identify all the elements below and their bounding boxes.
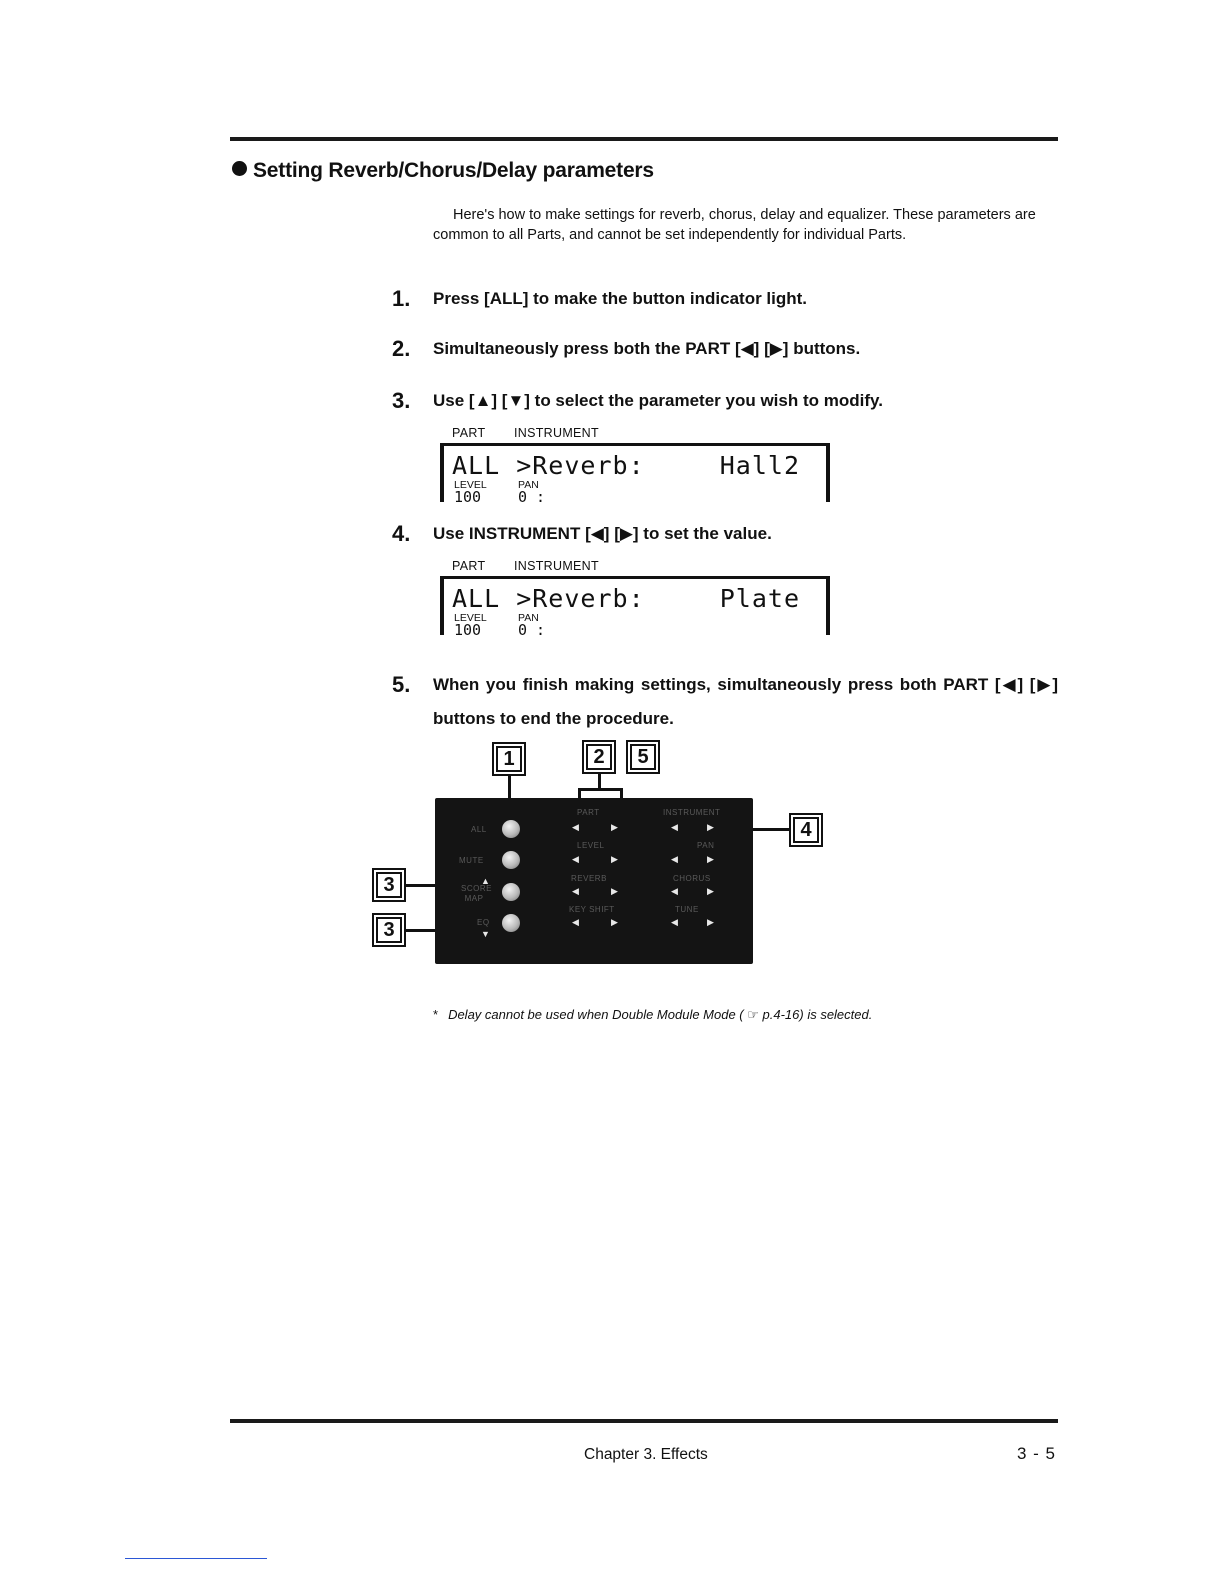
footer-chapter: Chapter 3. Effects bbox=[584, 1446, 708, 1463]
section-title bbox=[232, 159, 654, 183]
pan-right-button[interactable]: ▶ bbox=[707, 854, 714, 864]
instrument-label: INSTRUMENT bbox=[514, 559, 599, 573]
footnote bbox=[433, 1007, 872, 1023]
callout-line bbox=[753, 828, 789, 831]
chorus-right-button[interactable]: ▶ bbox=[707, 886, 714, 896]
callout-1: 1 bbox=[492, 742, 526, 776]
lcd-header bbox=[452, 426, 599, 440]
eq-button[interactable] bbox=[502, 914, 520, 932]
part-left-button[interactable]: ◀ bbox=[572, 822, 579, 832]
footnote-marker: * bbox=[433, 1007, 439, 1022]
reverb-header: REVERB bbox=[571, 874, 607, 883]
step-number: 5. bbox=[392, 672, 411, 697]
top-rule bbox=[230, 137, 1058, 141]
step-text: Press [ALL] to make the button indicator light. bbox=[433, 289, 808, 308]
bottom-rule bbox=[230, 1419, 1058, 1423]
part-header: PART bbox=[577, 808, 600, 817]
step-text: When you finish making settings, simultaneously press both PART [◀] [▶] buttons to end the procedure. bbox=[433, 675, 1058, 728]
instrument-right-button[interactable]: ▶ bbox=[707, 822, 714, 832]
step-text: Use INSTRUMENT [◀] [▶] to set the value. bbox=[433, 524, 772, 543]
lcd-value: Plate bbox=[719, 584, 800, 613]
step-number: 2. bbox=[392, 336, 411, 361]
bullet-icon bbox=[232, 161, 247, 176]
lcd-main-text: ALL >Reverb: bbox=[452, 584, 645, 613]
lcd-values bbox=[454, 621, 546, 639]
tune-right-button[interactable]: ▶ bbox=[707, 917, 714, 927]
pan-value: 0 : bbox=[518, 621, 546, 639]
level-header: LEVEL bbox=[577, 841, 605, 850]
instrument-label: INSTRUMENT bbox=[514, 426, 599, 440]
all-button-label: ALL bbox=[471, 825, 487, 834]
lcd-display-hall2 bbox=[440, 424, 825, 509]
score-map-button[interactable] bbox=[502, 883, 520, 901]
level-value: 100 bbox=[454, 488, 482, 506]
mute-button-label: MUTE bbox=[459, 856, 484, 865]
key-shift-header: KEY SHIFT bbox=[569, 905, 615, 914]
pan-label: PAN bbox=[518, 479, 539, 491]
step-number: 4. bbox=[392, 521, 411, 546]
front-panel-figure bbox=[372, 740, 832, 970]
up-arrow-icon: ▲ bbox=[481, 876, 490, 886]
lcd-values bbox=[454, 488, 546, 506]
instrument-left-button[interactable]: ◀ bbox=[671, 822, 678, 832]
lcd-screen bbox=[440, 576, 830, 639]
key-shift-right-button[interactable]: ▶ bbox=[611, 917, 618, 927]
level-left-button[interactable]: ◀ bbox=[572, 854, 579, 864]
page-number: 3 - 5 bbox=[1017, 1444, 1057, 1463]
instrument-header: INSTRUMENT bbox=[663, 808, 721, 817]
lcd-main-text: ALL >Reverb: bbox=[452, 451, 645, 480]
lcd-display-plate bbox=[440, 557, 825, 642]
down-arrow-icon: ▼ bbox=[481, 929, 490, 939]
callout-line bbox=[598, 774, 601, 788]
callout-5: 5 bbox=[626, 740, 660, 774]
part-label: PART bbox=[452, 426, 486, 440]
pan-label: PAN bbox=[518, 612, 539, 624]
footnote-text: Delay cannot be used when Double Module Mode ( ☞ p.4-16) is selected. bbox=[448, 1007, 873, 1022]
callout-4: 4 bbox=[789, 813, 823, 847]
all-button[interactable] bbox=[502, 820, 520, 838]
pan-left-button[interactable]: ◀ bbox=[671, 854, 678, 864]
level-label: LEVEL bbox=[454, 612, 487, 624]
part-right-button[interactable]: ▶ bbox=[611, 822, 618, 832]
eq-button-label: EQ bbox=[477, 918, 490, 927]
link-underline bbox=[125, 1558, 267, 1559]
lcd-value: Hall2 bbox=[719, 451, 800, 480]
tune-left-button[interactable]: ◀ bbox=[671, 917, 678, 927]
intro-paragraph: Here's how to make settings for reverb, chorus, delay and equalizer. These parameters are common to all Parts, and cannot be set independently for individual Parts. bbox=[433, 207, 1036, 243]
step-number: 3. bbox=[392, 388, 411, 413]
part-label: PART bbox=[452, 559, 486, 573]
lcd-header bbox=[452, 559, 599, 573]
callout-3-up: 3 bbox=[372, 868, 406, 902]
key-shift-left-button[interactable]: ◀ bbox=[572, 917, 579, 927]
tune-header: TUNE bbox=[675, 905, 699, 914]
step-text: Use [▲] [▼] to select the parameter you wish to modify. bbox=[433, 391, 883, 410]
step-text: Simultaneously press both the PART [◀] [▶] buttons. bbox=[433, 339, 861, 358]
callout-2: 2 bbox=[582, 740, 616, 774]
pan-header: PAN bbox=[697, 841, 715, 850]
pan-value: 0 : bbox=[518, 488, 546, 506]
chorus-left-button[interactable]: ◀ bbox=[671, 886, 678, 896]
level-value: 100 bbox=[454, 621, 482, 639]
lcd-screen bbox=[440, 443, 830, 506]
chorus-header: CHORUS bbox=[673, 874, 711, 883]
reverb-right-button[interactable]: ▶ bbox=[611, 886, 618, 896]
step-number: 1. bbox=[392, 286, 411, 311]
level-right-button[interactable]: ▶ bbox=[611, 854, 618, 864]
section-title-text: Setting Reverb/Chorus/Delay parameters bbox=[253, 159, 654, 182]
callout-3-down: 3 bbox=[372, 913, 406, 947]
callout-line bbox=[578, 788, 623, 791]
level-label: LEVEL bbox=[454, 479, 487, 491]
score-map-button-label: SCORE MAP bbox=[461, 884, 492, 903]
control-panel bbox=[435, 798, 753, 964]
reverb-left-button[interactable]: ◀ bbox=[572, 886, 579, 896]
mute-button[interactable] bbox=[502, 851, 520, 869]
